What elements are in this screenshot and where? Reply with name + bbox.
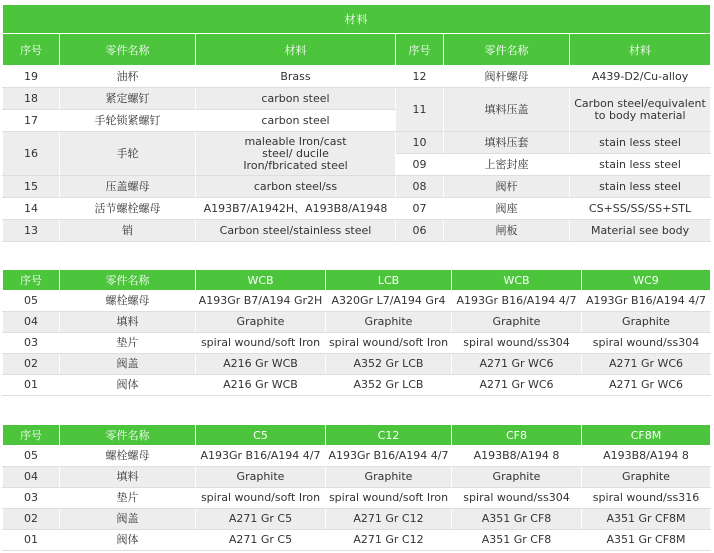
table-row	[3, 375, 711, 396]
cell-part: 填料	[60, 312, 196, 333]
header-part: 零件名称	[60, 34, 196, 66]
cell-material: A352 Gr LCB	[326, 354, 452, 375]
cell-material: spiral wound/ss304	[452, 488, 582, 509]
cell-material: A216 Gr WCB	[196, 354, 326, 375]
table-title: 材料	[3, 5, 711, 34]
header-part: 零件名称	[60, 270, 196, 291]
cell-part: 手轮	[60, 132, 196, 176]
cell-material: carbon steel	[196, 110, 396, 132]
cell-material: A271 Gr WC6	[452, 354, 582, 375]
materials-table	[2, 4, 711, 242]
cell-no: 13	[3, 220, 60, 242]
cell-material: A351 Gr CF8M	[582, 509, 711, 530]
cell-part: 阀体	[60, 375, 196, 396]
cell-material: A271 Gr C5	[196, 509, 326, 530]
cell-material: A271 Gr C12	[326, 509, 452, 530]
cell-material: Graphite	[582, 467, 711, 488]
cell-material: Graphite	[196, 312, 326, 333]
cell-material: spiral wound/soft Iron	[326, 488, 452, 509]
cell-part: 填料	[60, 467, 196, 488]
cell-part: 紧定螺钉	[60, 88, 196, 110]
cell-material: Graphite	[326, 312, 452, 333]
cell-material: A193B7/A1942H、A193B8/A1948	[196, 198, 396, 220]
cell-no: 02	[3, 509, 60, 530]
cell-material: A193Gr B7/A194 Gr2H	[196, 291, 326, 312]
cell-material: A193Gr B16/A194 4/7	[452, 291, 582, 312]
cell-material: Graphite	[582, 312, 711, 333]
cell-no: 12	[396, 66, 444, 88]
grade-table-c5-cf8m	[2, 424, 711, 551]
cell-material: A193Gr B16/A194 4/7	[196, 446, 326, 467]
cell-material: spiral wound/ss304	[582, 333, 711, 354]
cell-part: 垫片	[60, 333, 196, 354]
header-no: 序号	[396, 34, 444, 66]
cell-no: 10	[396, 132, 444, 154]
table-row	[3, 198, 711, 220]
cell-no: 18	[3, 88, 60, 110]
cell-part: 螺栓螺母	[60, 446, 196, 467]
cell-no: 02	[3, 354, 60, 375]
header-material: 材料	[570, 34, 711, 66]
cell-no: 17	[3, 110, 60, 132]
cell-material: A271 Gr WC6	[452, 375, 582, 396]
table-row	[3, 530, 711, 551]
cell-part: 阀座	[444, 198, 570, 220]
cell-part: 阀杆	[444, 176, 570, 198]
cell-material: CS+SS/SS/SS+STL	[570, 198, 711, 220]
cell-no: 04	[3, 312, 60, 333]
header-grade: C12	[326, 425, 452, 446]
table-row	[3, 509, 711, 530]
cell-no: 01	[3, 375, 60, 396]
cell-part: 阀盖	[60, 354, 196, 375]
header-no: 序号	[3, 34, 60, 66]
header-grade: WC9	[582, 270, 711, 291]
cell-material: carbon steel/ss	[196, 176, 396, 198]
header-material: 材料	[196, 34, 396, 66]
cell-material: spiral wound/ss304	[452, 333, 582, 354]
cell-part: 螺栓螺母	[60, 291, 196, 312]
cell-material: A271 Gr WC6	[582, 375, 711, 396]
header-grade: LCB	[326, 270, 452, 291]
table-row	[3, 291, 711, 312]
cell-material: A193Gr B16/A194 4/7	[326, 446, 452, 467]
cell-material: stain less steel	[570, 154, 711, 176]
table-row	[3, 488, 711, 509]
cell-material: Carbon steel/equivalent to body material	[570, 88, 711, 132]
cell-no: 05	[3, 446, 60, 467]
cell-material: maleable Iron/cast steel/ ducile Iron/fbricated steel	[196, 132, 396, 176]
table-row	[3, 220, 711, 242]
cell-no: 14	[3, 198, 60, 220]
table-row	[3, 66, 711, 88]
cell-material: spiral wound/ss316	[582, 488, 711, 509]
cell-part: 油杯	[60, 66, 196, 88]
cell-no: 07	[396, 198, 444, 220]
cell-part: 闸板	[444, 220, 570, 242]
cell-material: A352 Gr LCB	[326, 375, 452, 396]
cell-material: A271 Gr C12	[326, 530, 452, 551]
cell-part: 填料压盖	[444, 88, 570, 132]
table-row	[3, 333, 711, 354]
cell-no: 04	[3, 467, 60, 488]
cell-material: stain less steel	[570, 132, 711, 154]
cell-material: A271 Gr WC6	[582, 354, 711, 375]
table-row	[3, 176, 711, 198]
header-no: 序号	[3, 425, 60, 446]
cell-material: A351 Gr CF8	[452, 509, 582, 530]
cell-material: Graphite	[452, 312, 582, 333]
cell-part: 活节螺栓螺母	[60, 198, 196, 220]
cell-part: 阀杆螺母	[444, 66, 570, 88]
cell-part: 阀盖	[60, 509, 196, 530]
cell-material: spiral wound/soft Iron	[196, 488, 326, 509]
header-grade: C5	[196, 425, 326, 446]
cell-material: A216 Gr WCB	[196, 375, 326, 396]
cell-material: A193Gr B16/A194 4/7	[582, 291, 711, 312]
cell-no: 05	[3, 291, 60, 312]
cell-material: Graphite	[326, 467, 452, 488]
header-grade: CF8	[452, 425, 582, 446]
cell-no: 19	[3, 66, 60, 88]
cell-part: 上密封座	[444, 154, 570, 176]
cell-no: 16	[3, 132, 60, 176]
header-part: 零件名称	[444, 34, 570, 66]
cell-material: Graphite	[196, 467, 326, 488]
cell-part: 压盖螺母	[60, 176, 196, 198]
cell-no: 09	[396, 154, 444, 176]
table-row	[3, 88, 711, 110]
grade-table-wcb-wc9	[2, 269, 711, 396]
cell-material: carbon steel	[196, 88, 396, 110]
cell-no: 15	[3, 176, 60, 198]
table-row	[3, 354, 711, 375]
cell-material: spiral wound/soft Iron	[326, 333, 452, 354]
cell-material: A351 Gr CF8M	[582, 530, 711, 551]
header-no: 序号	[3, 270, 60, 291]
cell-part: 销	[60, 220, 196, 242]
cell-material: Graphite	[452, 467, 582, 488]
cell-material: A193B8/A194 8	[452, 446, 582, 467]
header-grade: WCB	[196, 270, 326, 291]
cell-no: 01	[3, 530, 60, 551]
cell-material: Brass	[196, 66, 396, 88]
cell-part: 手轮锁紧螺钉	[60, 110, 196, 132]
table-row	[3, 312, 711, 333]
cell-material: A193B8/A194 8	[582, 446, 711, 467]
cell-material: Material see body	[570, 220, 711, 242]
header-grade: WCB	[452, 270, 582, 291]
cell-no: 11	[396, 88, 444, 132]
table-row	[3, 446, 711, 467]
cell-material: A351 Gr CF8	[452, 530, 582, 551]
cell-material: A320Gr L7/A194 Gr4	[326, 291, 452, 312]
cell-part: 垫片	[60, 488, 196, 509]
table-row	[3, 467, 711, 488]
cell-no: 03	[3, 488, 60, 509]
cell-part: 阀体	[60, 530, 196, 551]
cell-no: 03	[3, 333, 60, 354]
cell-material: A439-D2/Cu-alloy	[570, 66, 711, 88]
header-grade: CF8M	[582, 425, 711, 446]
cell-material: spiral wound/soft Iron	[196, 333, 326, 354]
cell-part: 填料压套	[444, 132, 570, 154]
cell-material: Carbon steel/stainless steel	[196, 220, 396, 242]
cell-material: A271 Gr C5	[196, 530, 326, 551]
cell-no: 08	[396, 176, 444, 198]
cell-no: 06	[396, 220, 444, 242]
header-part: 零件名称	[60, 425, 196, 446]
table-row	[3, 132, 711, 154]
cell-material: stain less steel	[570, 176, 711, 198]
